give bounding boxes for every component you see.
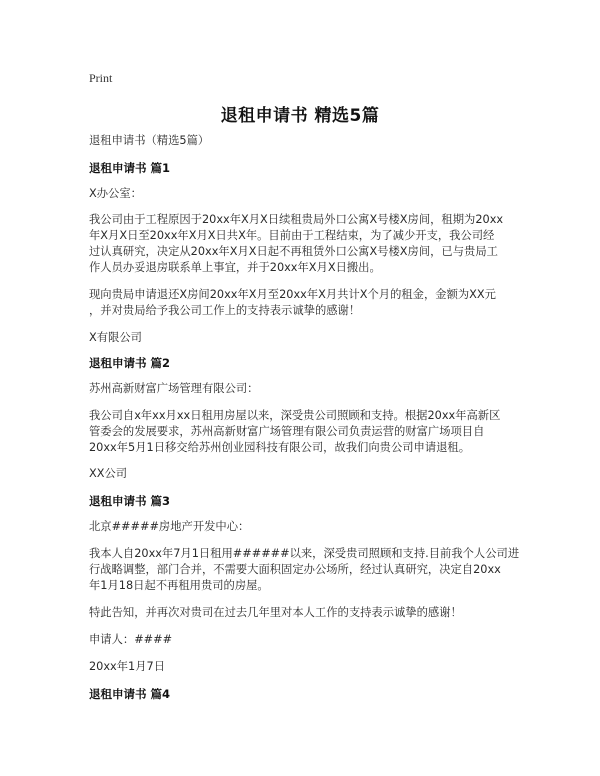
article-3-applicant: 申请人：#### xyxy=(89,633,173,646)
article-1-signature: X有限公司 xyxy=(89,331,142,344)
article-3-paragraph-1-line: 年1月18日起不再租用贵司的房屋。 xyxy=(89,579,269,592)
print-link[interactable]: Print xyxy=(89,71,113,85)
article-1-paragraph-2-line: ，并对贵局给予我公司工作上的支持表示诚挚的感谢！ xyxy=(89,304,361,317)
article-3-paragraph-1-line: 行战略调整，部门合并，不需要大面积固定办公场所，经过认真研究，决定自20xx xyxy=(89,563,501,576)
article-3-heading: 退租申请书 篇3 xyxy=(89,494,171,508)
article-1-paragraph-1-line: 年X月X日至20xx年X月X日共X年。目前由于工程结束，为了减少开支，我公司经 xyxy=(89,229,495,242)
article-1-paragraph-1-line: 我公司由于工程原因于20xx年X月X日续租贵局外口公寓X号楼X房间，租期为20xx xyxy=(89,213,504,226)
intro-text: 退租申请书（精选5篇） xyxy=(89,134,210,147)
article-1-heading: 退租申请书 篇1 xyxy=(89,161,171,175)
article-3-paragraph-2-line: 特此告知，并再次对贵司在过去几年里对本人工作的支持表示诚挚的感谢！ xyxy=(89,606,462,619)
article-1-paragraph-2-line: 现向贵局申请退还X房间20xx年X月至20xx年X月共计X个月的租金，金额为XX元 xyxy=(89,288,496,301)
article-2-salutation: 苏州高新财富广场管理有限公司： xyxy=(89,382,259,395)
page-title: 退租申请书 精选5篇 xyxy=(220,106,380,126)
article-4-heading: 退租申请书 篇4 xyxy=(89,687,171,701)
article-2-signature: XX公司 xyxy=(89,467,128,480)
article-1-paragraph-1-line: 过认真研究，决定从20xx年X月X日起不再租赁外口公寓X号楼X房间，已与贵局工 xyxy=(89,245,498,258)
article-2-heading: 退租申请书 篇2 xyxy=(89,356,171,370)
article-2-paragraph-1-line: 我公司自x年xx月xx日租用房屋以来，深受贵公司照顾和支持。根据20xx年高新区 xyxy=(89,409,501,422)
article-3-date: 20xx年1月7日 xyxy=(89,660,166,673)
article-3-paragraph-1-line: 我本人自20xx年7月1日租用######以来，深受贵司照顾和支持.目前我个人公司进 xyxy=(89,547,520,560)
article-3-salutation: 北京#####房地产开发中心： xyxy=(89,520,250,533)
article-1-salutation: X办公室： xyxy=(89,187,142,200)
article-2-paragraph-1-line: 管委会的发展要求，苏州高新财富广场管理有限公司负责运营的财富广场项目自 xyxy=(89,425,485,438)
article-1-paragraph-1-line: 作人员办妥退房联系单上事宜，并于20xx年X月X日搬出。 xyxy=(89,261,381,274)
article-2-paragraph-1-line: 20xx年5月1日移交给苏州创业园科技有限公司，故我们向贵公司申请退租。 xyxy=(89,441,471,454)
